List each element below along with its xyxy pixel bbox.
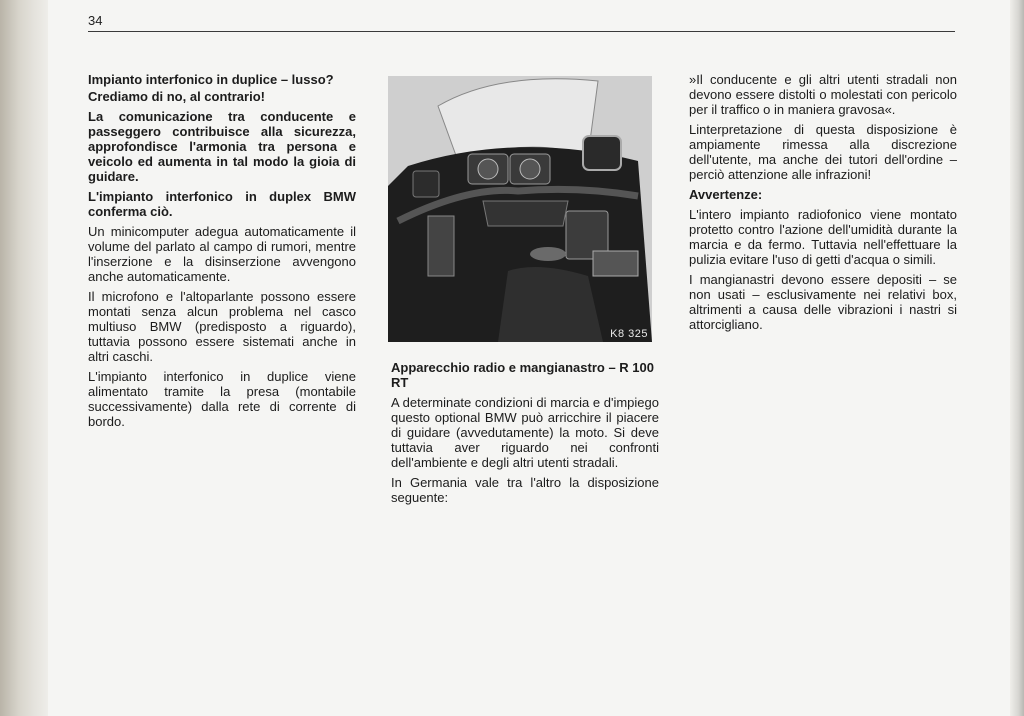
paragraph-optional-bmw: A determinate condizioni di marcia e d'impiego questo optional BMW può arricchire il piacere di guidare (avvedutamente) la moto. Si deve tuttavia aver riguardo nei confronti dell'ambiente e degli altri utenti stradali. (391, 395, 659, 470)
paragraph-quoted-rule: »Il conducente e gli altri utenti stradali non devono essere distolti o molestati con pericolo per il traffico o in maniera gravosa«. (689, 72, 957, 117)
header-rule (88, 31, 955, 32)
paragraph-interpretation: Linterpretazione di questa disposizione è ampiamente rimessa alla discrezione dell'utente, ma anche dei tutori dell'ordine – perciò attenzione alle infrazioni! (689, 122, 957, 182)
page-right-edge (1010, 0, 1024, 716)
figure-label: K8 325 (610, 328, 648, 340)
paragraph-minicomputer: Un minicomputer adegua automaticamente il volume del parlato al campo di rumori, mentre l'inserzione e la disinserzione avvengono anche automaticamente. (88, 224, 356, 284)
heading-radio-cassette: Apparecchio radio e mangianastro – R 100 RT (391, 360, 654, 390)
paragraph-cassette-storage: I mangianastri devono essere depositi – se non usati – esclusivamente nei relativi box, altrimenti a causa delle vibrazioni i nastri si attorcigliano. (689, 272, 957, 332)
page-number: 34 (88, 13, 103, 28)
intro-paragraph: La comunicazione tra conducente e passeggero contribuisce alla sicurezza, approfondisce l'armonia tra persona e veicolo ed aumenta in tal modo la gioia di guidare. (88, 109, 356, 184)
heading-warnings: Avvertenze: (689, 187, 763, 202)
paragraph-power-supply: L'impianto interfonico in duplice viene alimentato tramite la presa (montabile successivamente) dalla rete di corrente di bordo. (88, 369, 356, 429)
cockpit-illustration (388, 76, 652, 342)
right-column (689, 72, 957, 337)
middle-column (391, 360, 659, 510)
heading-we-believe-not: Crediamo di no, al contrario! (88, 89, 265, 104)
motorcycle-cockpit-photo (388, 76, 652, 342)
heading-intercom-luxury: Impianto interfonico in duplice – lusso? (88, 72, 334, 87)
paragraph-germany-rule: In Germania vale tra l'altro la disposizione seguente: (391, 475, 659, 505)
heading-bmw-duplex: L'impianto interfonico in duplex BMW conferma ciò. (88, 189, 356, 219)
book-spine-edge (0, 0, 48, 716)
left-column (88, 72, 356, 434)
paragraph-moisture-protection: L'intero impianto radiofonico viene montato protetto contro l'azione dell'umidità durante la marcia e da fermo. Tuttavia nell'effettuare la pulizia evitare l'uso di getti d'acqua o simili. (689, 207, 957, 267)
paragraph-microphone: Il microfono e l'altoparlante possono essere montati senza alcun problema nel casco multiuso BMW (predisposto a riguardo), tuttavia possono essere sistemati anche in altri caschi. (88, 289, 356, 364)
